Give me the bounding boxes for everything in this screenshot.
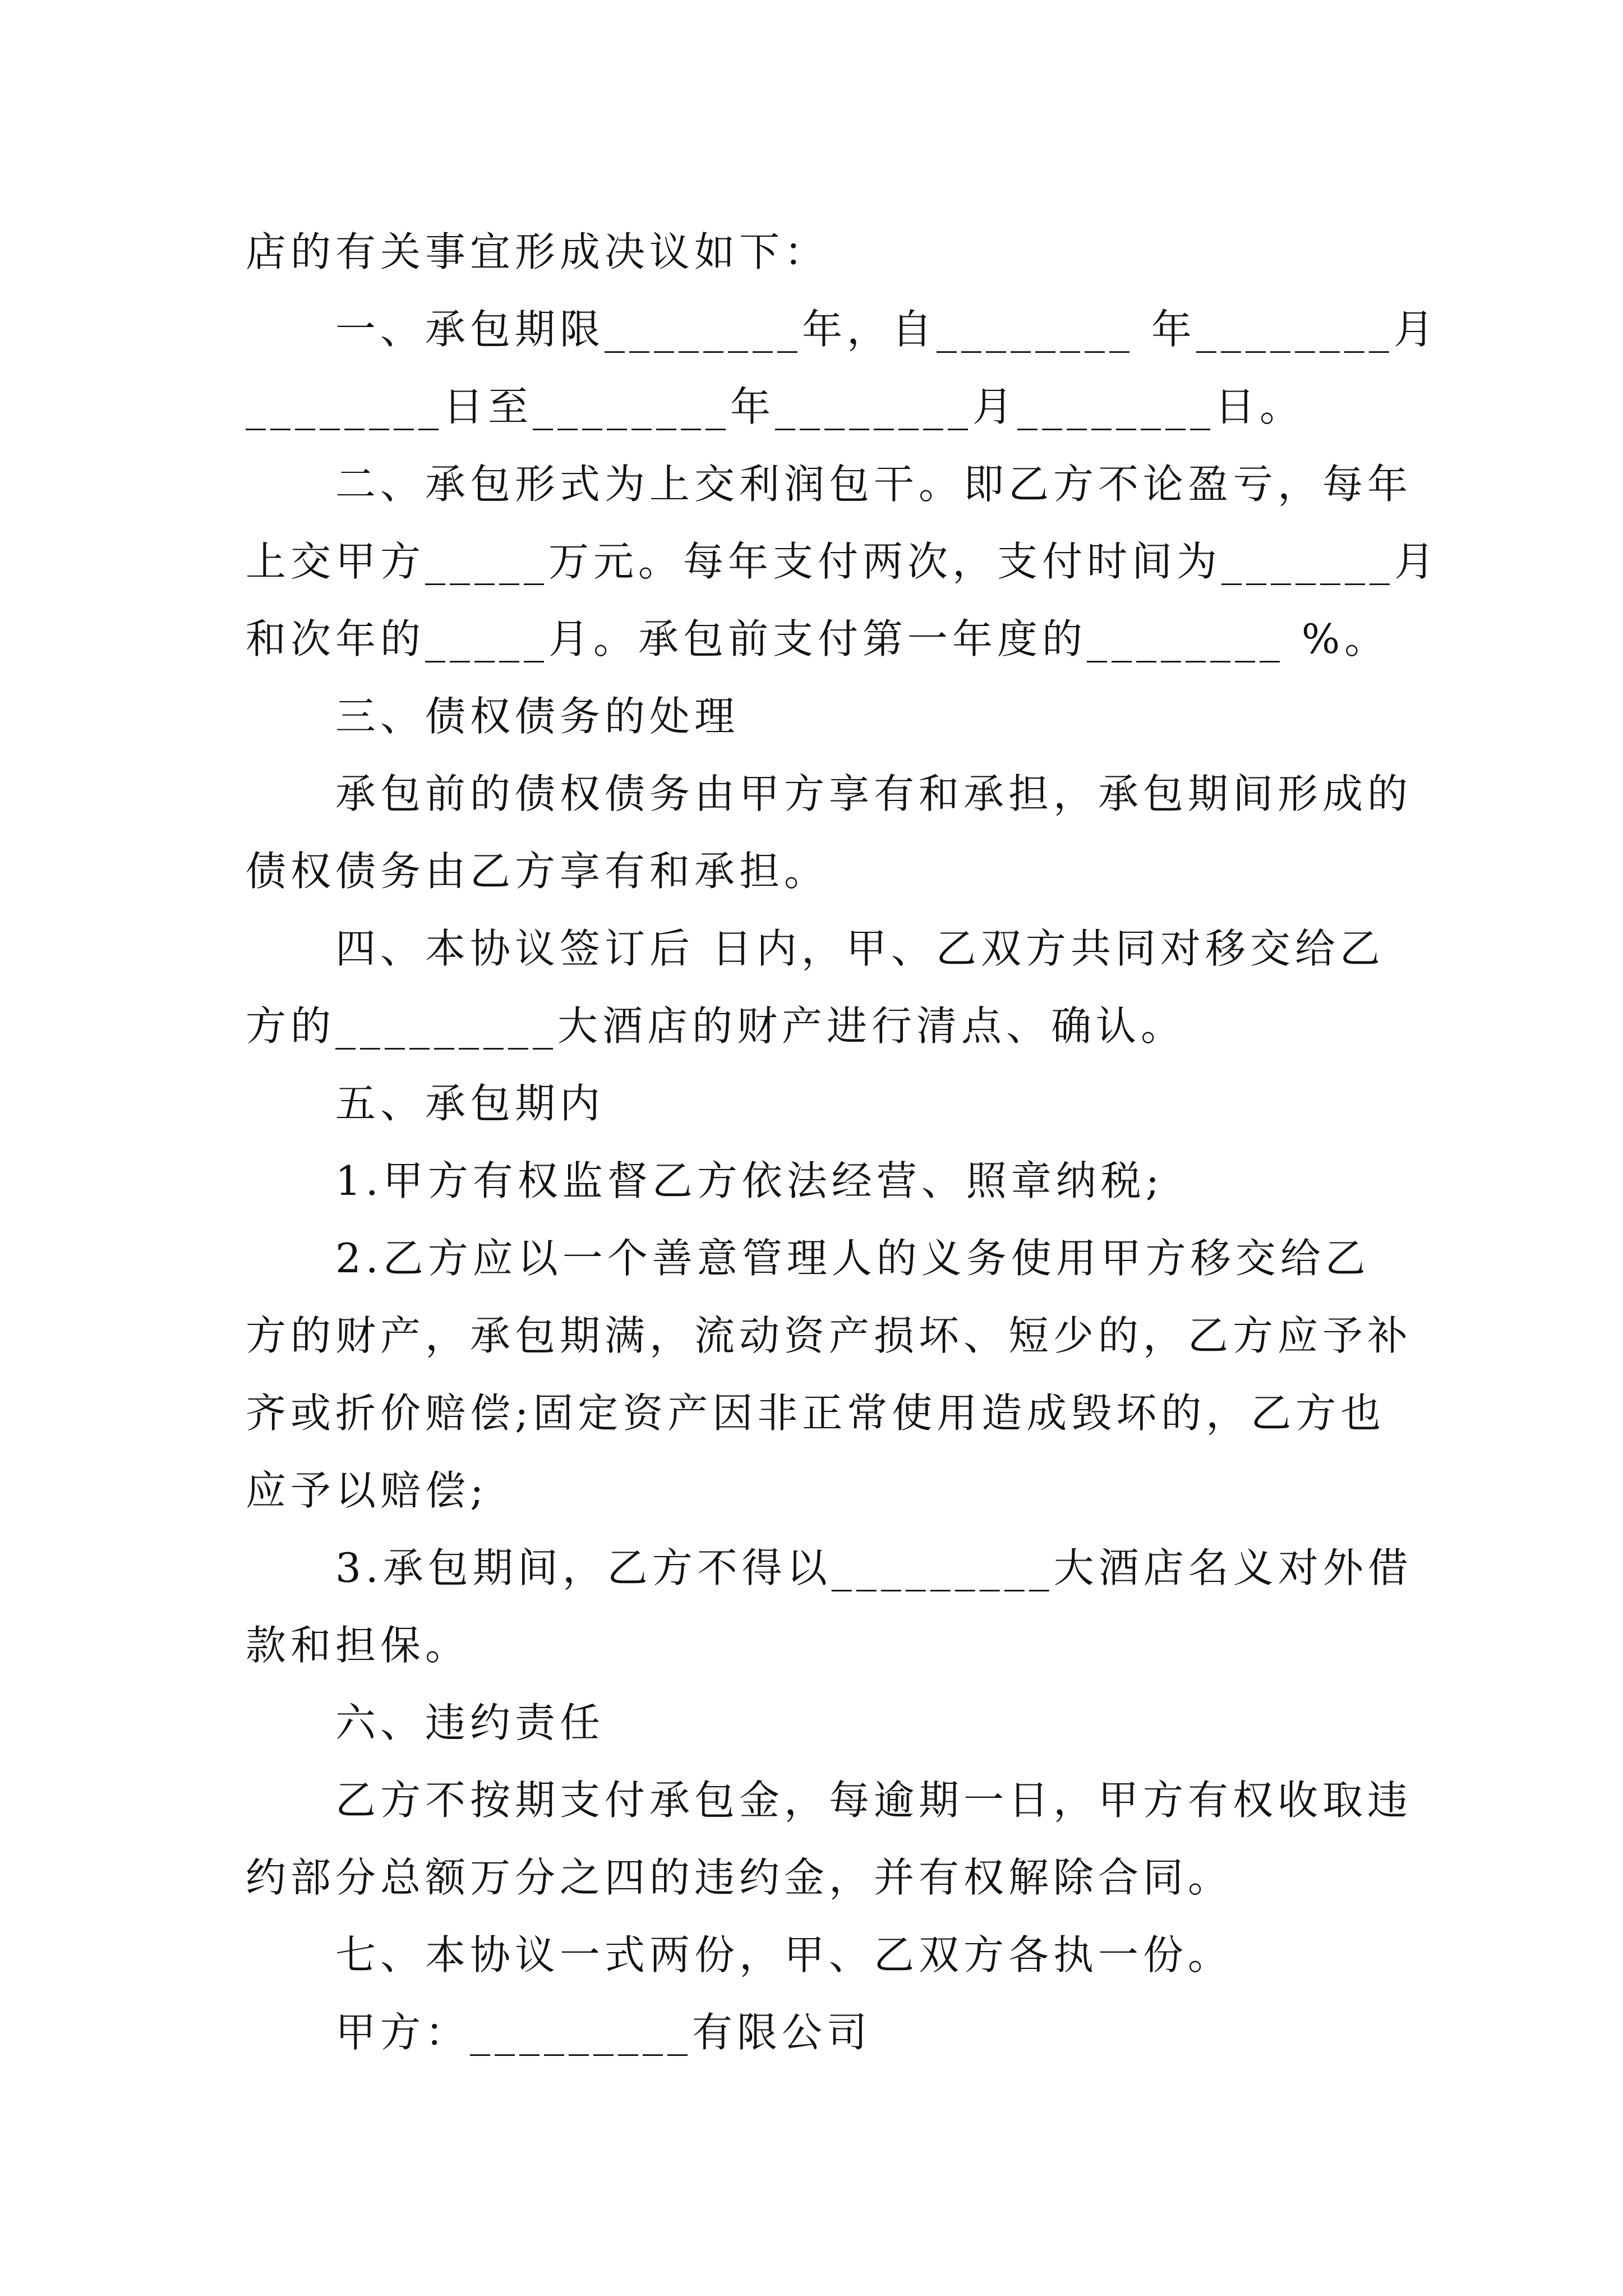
clause-5-item-3: 3.承包期间，乙方不得以_________大酒店名义对外借 — [335, 1544, 1413, 1591]
clause-1-line: 一、承包期限________年，自________ 年________月 — [335, 306, 1438, 353]
clause-5-item-2: 2.乙方应以一个善意管理人的义务使用甲方移交给乙 — [335, 1235, 1370, 1282]
clause-2-continuation: 和次年的_____月。承包前支付第一年度的________ %。 — [246, 615, 1390, 662]
clause-2-continuation: 上交甲方_____万元。每年支付两次，支付时间为_______月 — [246, 538, 1440, 585]
clause-6-line: 乙方不按期支付承包金，每逾期一日，甲方有权收取违 — [335, 1777, 1413, 1824]
clause-3-continuation: 债权债务由乙方享有和承担。 — [246, 848, 829, 895]
clause-2-line: 二、承包形式为上交利润包干。即乙方不论盈亏，每年 — [335, 461, 1413, 508]
clause-4-line: 四、本协议签订后 日内，甲、乙双方共同对移交给乙 — [335, 925, 1385, 972]
paragraph-line: 店的有关事宜形成决议如下： — [246, 228, 829, 275]
clause-5-item-2-continuation: 方的财产，承包期满，流动资产损坏、短少的，乙方应予补 — [246, 1312, 1413, 1359]
party-a-signature-line: 甲方：_________有限公司 — [335, 2009, 872, 2056]
clause-6-continuation: 约部分总额万分之四的违约金，并有权解除合同。 — [246, 1854, 1233, 1901]
clause-3-line: 承包前的债权债务由甲方享有和承担，承包期间形成的 — [335, 770, 1413, 817]
clause-5-item-1: 1.甲方有权监督乙方依法经营、照章纳税; — [335, 1157, 1164, 1204]
clause-6-heading: 六、违约责任 — [335, 1699, 605, 1746]
clause-7-line: 七、本协议一式两份，甲、乙双方各执一份。 — [335, 1931, 1233, 1978]
clause-1-continuation: ________日至________年________月________日。 — [246, 383, 1305, 430]
clause-5-item-3-continuation: 款和担保。 — [246, 1622, 471, 1669]
clause-5-item-2-continuation: 齐或折价赔偿;固定资产因非正常使用造成毁坏的，乙方也 — [246, 1389, 1386, 1437]
clause-3-heading: 三、债权债务的处理 — [335, 693, 740, 740]
clause-5-heading: 五、承包期内 — [335, 1080, 605, 1127]
clause-5-item-2-continuation: 应予以赔偿; — [246, 1467, 488, 1514]
document-body — [246, 213, 1440, 2071]
clause-4-continuation: 方的_________大酒店的财产进行清点、确认。 — [246, 1002, 1186, 1050]
